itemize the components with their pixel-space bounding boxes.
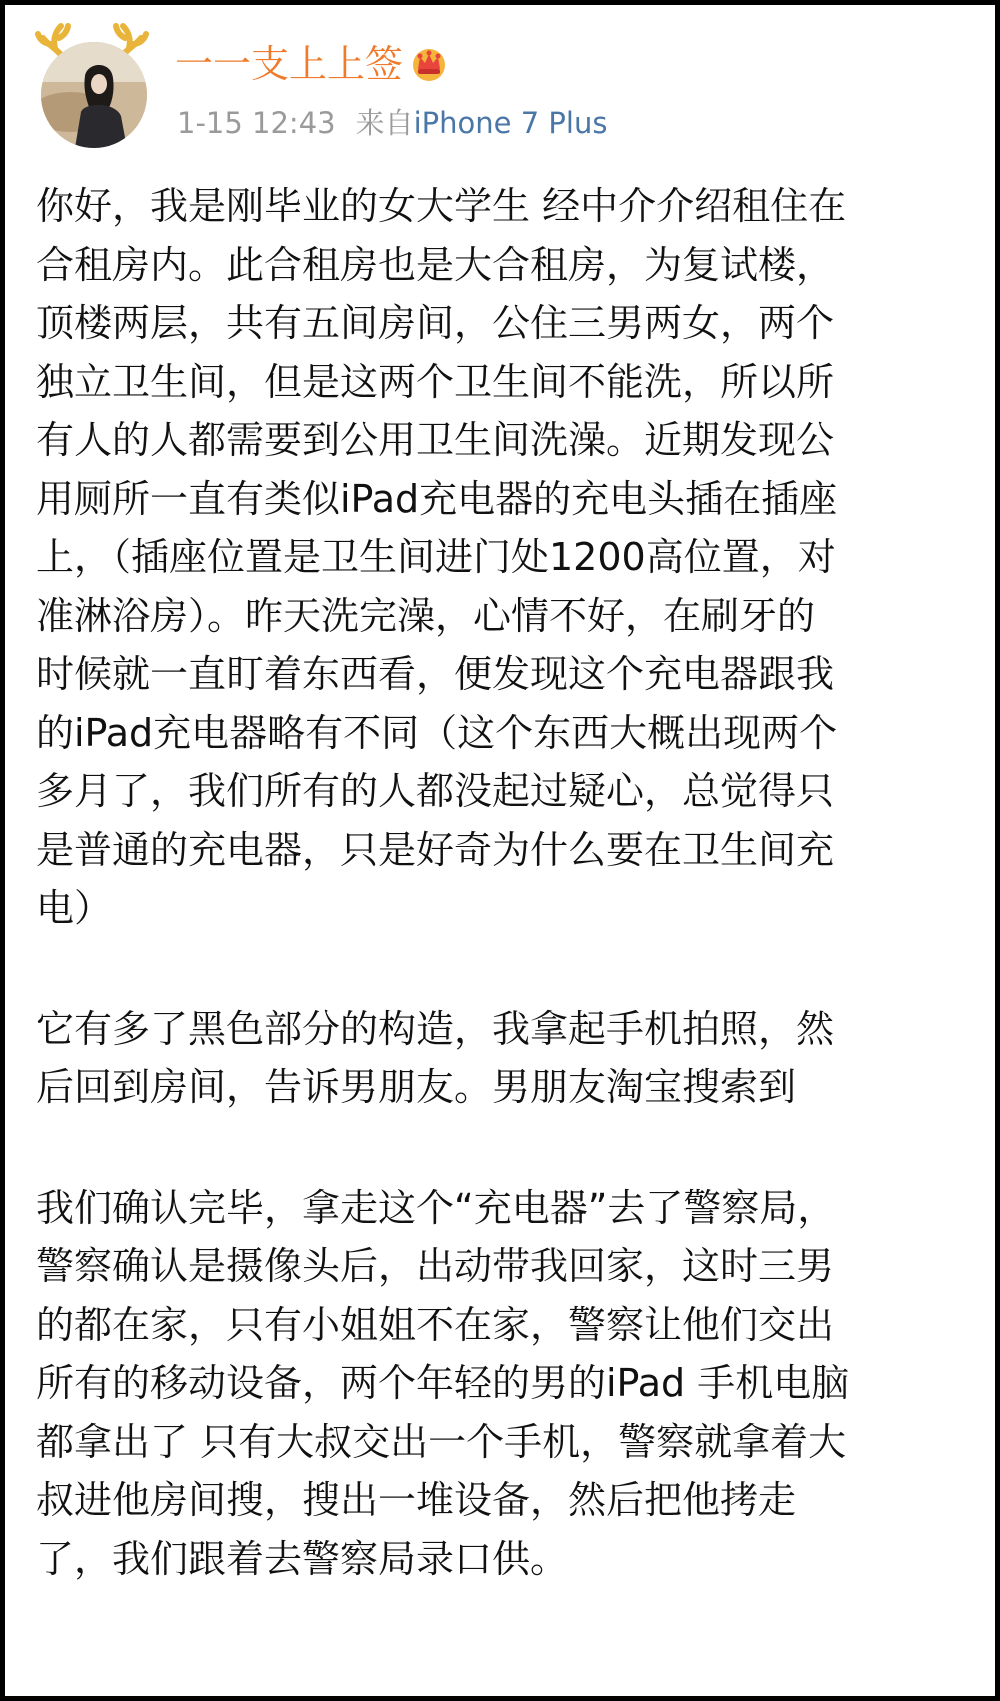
username-line xyxy=(175,41,449,87)
avatar-with-antler-frame[interactable] xyxy=(35,20,147,150)
source-prefix: 来自 xyxy=(355,106,414,140)
post-paragraph: 你好，我是刚毕业的女大学生 经中介介绍租住在 合租房内。此合租房也是大合租房，为复试楼， 顶楼两层，共有五间房间，公住三男两女，两个 独立卫生间，但是这两个卫生间不能洗，所以所 有人的人都需要到公用卫生间洗澡。近期发现公 用厕所一直有类似iPad充电器的充电头插在插座 上，（插座位置是卫生间进门处1200高位置，对 准淋浴房）。昨天洗完澡，心情不好，在刷牙的 时候就一直盯着东西看，便发现这个充电器跟我 的iPad充电器略有不同（这个东西大概出现两个 多月了，我们所有的人都没起过疑心，总觉得只 是普通的充电器，只是好奇为什么要在卫生间充 电） xyxy=(36,184,847,930)
username-link[interactable]: 一一支上上签 xyxy=(175,42,404,86)
source-device-link[interactable]: iPhone 7 Plus xyxy=(413,106,608,140)
weibo-post-card xyxy=(5,5,995,1696)
post-header xyxy=(5,5,995,165)
crown-vip-icon[interactable] xyxy=(409,43,449,83)
post-paragraph: 它有多了黑色部分的构造，我拿起手机拍照，然 后回到房间，告诉男朋友。男朋友淘宝搜索到 xyxy=(36,1006,835,1109)
post-body xyxy=(36,177,976,1650)
post-time: 1-15 12:43 xyxy=(177,106,336,140)
post-meta xyxy=(177,105,607,141)
avatar xyxy=(41,42,147,148)
avatar-photo xyxy=(41,42,147,148)
post-paragraph: 我们确认完毕，拿走这个“充电器”去了警察局， 警察确认是摄像头后，出动带我回家，这时三男 的都在家，只有小姐姐不在家，警察让他们交出 所有的移动设备，两个年轻的男的iPad 手机电脑 都拿出了 只有大叔交出一个手机，警察就拿着大 叔进他房间搜，搜出一堆设备，然后把他拷走 了，我们跟着去警察局录口供。 xyxy=(36,1185,850,1581)
